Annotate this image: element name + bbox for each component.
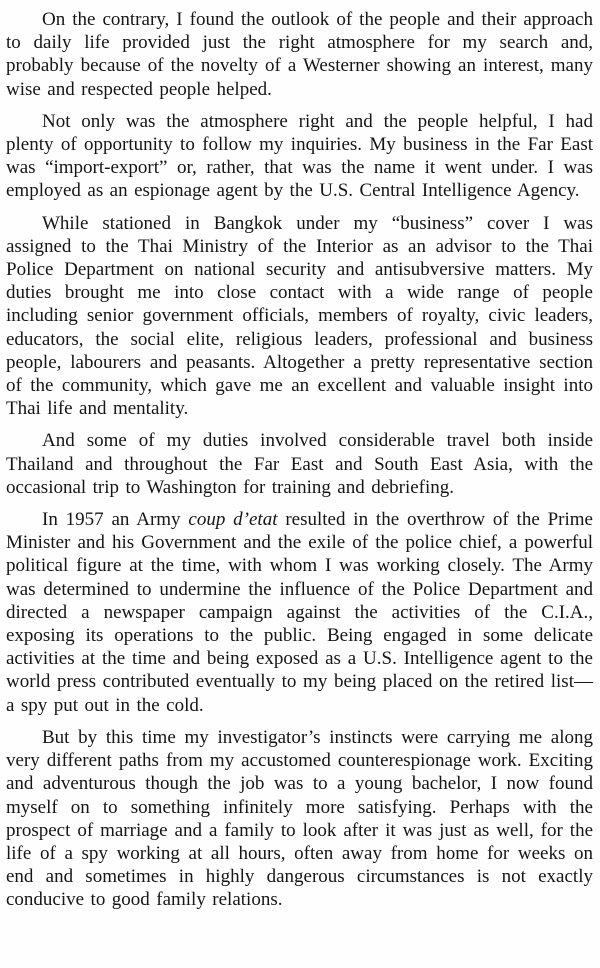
paragraph: While stationed in Bangkok under my “business” cover I was assigned to the Thai Ministry of the Interior as an advisor to the Thai Police Department on national security and antisubversive matters. My duties brought me into close contact with a wide range of people including senior government officials, members of royalty, civic leaders, educators, the social elite, religious leaders, professional and business people, labourers and peasants. Altogether a pretty representative section of the community, which gave me an excellent and valuable insight into Thai life and mentality. <box>6 212 593 420</box>
paragraph: On the contrary, I found the outlook of the people and their approach to daily life provided just the right atmosphere for my search and, probably because of the novelty of a Westerner showing an interest, many wise and respected people helped. <box>6 9 593 100</box>
paragraph-text: resulted in the overthrow of the Prime Minister and his Government and the exile of the police chief, a powerful political figure at the time, with whom I was working closely. The Army was determined to undermine the influence of the Police Department and directed a newspaper campaign against the activities of the C.I.A., exposing its operations to the public. Being engaged in some delicate activities at the time and being exposed as a U.S. Intelligence agent to the world press contributed eventually to my being placed on the retired list—a spy put out in the cold. <box>6 509 593 716</box>
paragraph: But by this time my investigator’s instincts were carrying me along very different paths from my accustomed counterespionage work. Exciting and adventurous though the job was to a young bachelor, I now found myself on to something infinitely more satisfying. Perhaps with the prospect of marriage and a family to look after it was just as well, for the life of a spy working at all hours, often away from home for weeks on end and sometimes in highly dangerous circumstances is not exactly conducive to good family relations. <box>6 726 593 911</box>
paragraph <box>6 508 593 717</box>
paragraph: Not only was the atmosphere right and the people helpful, I had plenty of opportunity to follow my inquiries. My business in the Far East was “import-export” or, rather, that was the name it went under. I was employed as an espionage agent by the U.S. Central Intelligence Agency. <box>6 110 593 202</box>
italic-phrase: coup d’etat <box>188 509 278 531</box>
paragraph: And some of my duties involved considerable travel both inside Thailand and throughout the Far East and South East Asia, with the occasional trip to Washington for training and debriefing. <box>6 430 593 498</box>
paragraph-text: In 1957 an Army <box>42 509 189 531</box>
